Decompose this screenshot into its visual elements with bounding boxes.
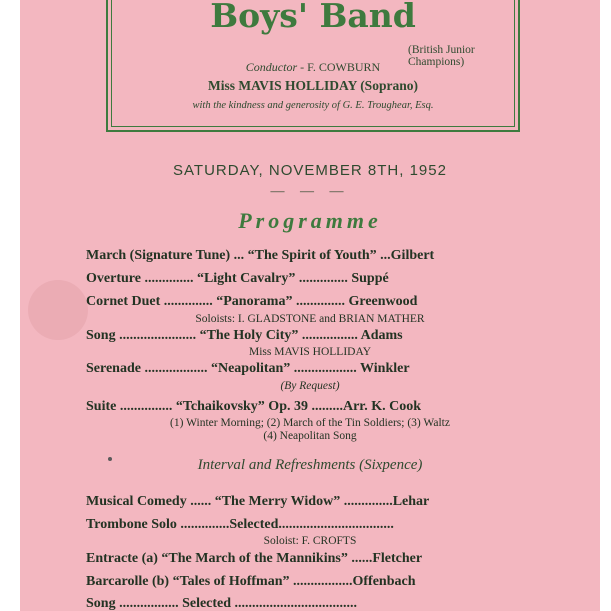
programme-title: Programme (238, 208, 382, 233)
item-song-selected: Song ................. Selected ................................... (86, 596, 358, 611)
champions-subtitle: (British Junior Champions) (408, 44, 475, 68)
soprano-line: Miss MAVIS HOLLIDAY (Soprano) (208, 78, 418, 93)
item-barcarolle: Barcarolle (b) “Tales of Hoffman” .................Offenbach (86, 574, 416, 589)
header-box (106, 0, 520, 132)
note-suite-parts: (1) Winter Morning; (2) March of the Tin Soldiers; (3) Waltz (170, 417, 450, 429)
note-by-request: (By Request) (280, 380, 340, 392)
conductor-sep: - (300, 60, 305, 74)
item-entracte: Entracte (a) “The March of the Mannikins” ......Fletcher (86, 551, 423, 566)
concert-date: SATURDAY, NOVEMBER 8TH, 1952 (173, 162, 447, 179)
paper-stain (28, 280, 88, 340)
conductor-line (108, 60, 518, 75)
note-suite-part4: (4) Neapolitan Song (263, 430, 357, 442)
note-trombone-soloist: Soloist: F. CROFTS (263, 535, 357, 547)
band-title: Boys' Band (210, 0, 416, 35)
item-serenade: Serenade .................. “Neapolitan” .................. Winkler (86, 361, 410, 376)
item-musical-comedy: Musical Comedy ...... “The Merry Widow” ..............Lehar (86, 494, 430, 509)
kindness-line: with the kindness and generosity of G. E. Troughear, Esq. (192, 100, 434, 111)
note-soprano: Miss MAVIS HOLLIDAY (248, 346, 372, 358)
programme-sheet (20, 0, 600, 611)
date-dashes: — — — (270, 184, 350, 199)
item-suite: Suite ............... “Tchaikovsky” Op. 39 .........Arr. K. Cook (86, 399, 422, 414)
item-cornet-duet: Cornet Duet .............. “Panorama” .............. Greenwood (86, 294, 418, 309)
item-trombone-solo: Trombone Solo ..............Selected................................. (86, 517, 394, 532)
interval-line: Interval and Refreshments (Sixpence) (197, 457, 423, 473)
note-soloists: Soloists: I. GLADSTONE and BRIAN MATHER (195, 313, 425, 325)
conductor-label: Conductor (245, 60, 298, 74)
item-march: March (Signature Tune) ... “The Spirit of Youth” ...Gilbert (86, 248, 435, 263)
item-song: Song ...................... “The Holy City” ................ Adams (86, 328, 403, 343)
item-overture: Overture .............. “Light Cavalry” .............. Suppé (86, 271, 389, 286)
conductor-name: F. COWBURN (307, 60, 381, 74)
